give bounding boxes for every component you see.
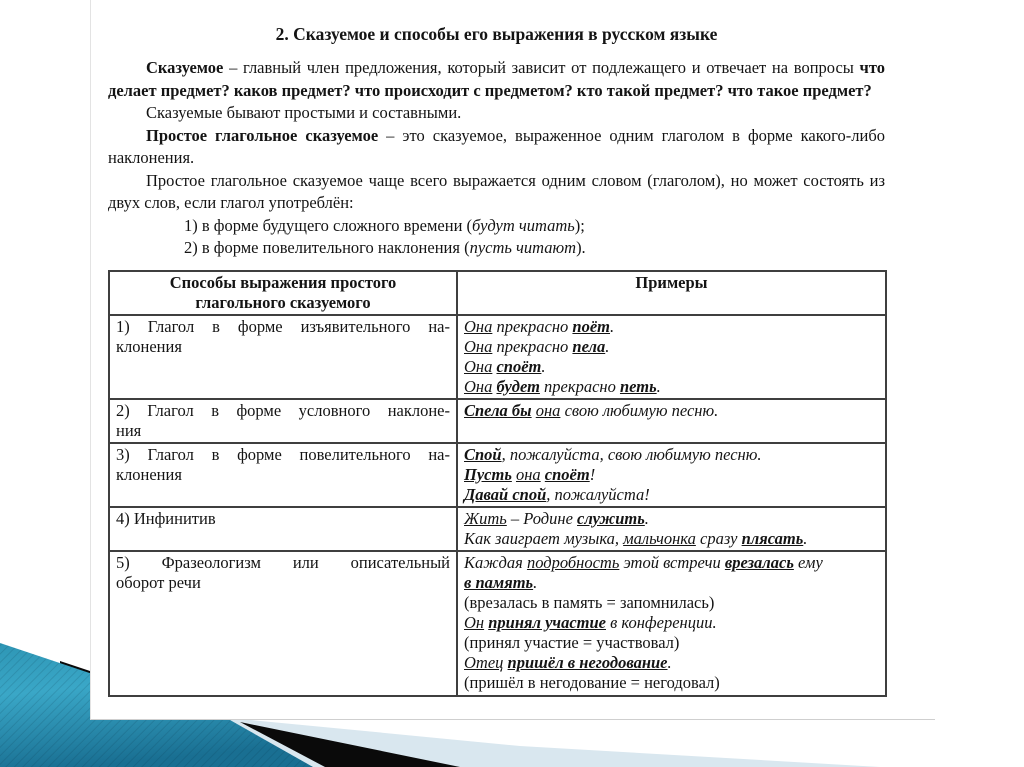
text-segment: прекрасно xyxy=(492,336,573,356)
method-cell xyxy=(109,399,457,443)
text-segment: , пожалуйста, свою любимую песню. xyxy=(501,444,762,464)
examples-cell xyxy=(457,399,886,443)
method-line: клонения xyxy=(116,336,182,356)
table-header-row xyxy=(109,271,886,315)
text-segment: Давай спой xyxy=(464,484,547,504)
table-row xyxy=(109,551,886,696)
text-segment: . xyxy=(610,316,615,336)
example-line xyxy=(464,401,879,421)
text-segment: Она xyxy=(464,316,493,336)
example-line xyxy=(464,485,879,505)
text-segment: прекрасно xyxy=(539,376,620,396)
text-segment: Отец xyxy=(464,652,504,672)
text-segment: . xyxy=(533,572,538,592)
text-segment: Сказуемые бывают простыми и составными. xyxy=(146,103,462,122)
method-cell xyxy=(109,551,457,696)
text-segment: Каждая xyxy=(464,552,527,572)
text-segment: мальчонка xyxy=(623,528,696,548)
text-segment: врезалась xyxy=(724,552,794,572)
example-line xyxy=(464,377,879,397)
method-line: 3) Глагол в форме повелительного на- xyxy=(116,444,450,464)
examples-cell xyxy=(457,551,886,696)
text-segment: Пусть xyxy=(464,464,512,484)
text-segment: . xyxy=(605,336,610,356)
text-segment: . xyxy=(803,528,808,548)
text-segment: ); xyxy=(574,215,585,235)
text-segment: – это сказуемое, выраженное одним глаголом в форме какого-либо наклонения. xyxy=(108,125,885,167)
text-segment: споёт xyxy=(496,356,542,376)
example-line xyxy=(464,465,879,485)
text-segment: подробность xyxy=(526,552,620,572)
text-segment: . xyxy=(541,356,546,376)
text-segment: ! xyxy=(589,464,596,484)
text-segment: принял участие xyxy=(488,612,606,632)
example-line xyxy=(464,317,879,337)
text-segment: ему xyxy=(793,552,823,572)
example-line xyxy=(464,673,879,693)
text-segment: . xyxy=(667,652,672,672)
text-segment: – главный член предложения, который зависит от подлежащего и отвечает на вопросы xyxy=(223,58,860,77)
text-segment: прекрасно xyxy=(492,316,573,336)
example-line xyxy=(464,613,879,633)
method-cell xyxy=(109,443,457,507)
text-segment: этой встречи xyxy=(619,552,725,572)
method-cell xyxy=(109,315,457,399)
text-segment: (принял участие = участвовал) xyxy=(464,632,680,652)
text-segment: в конференции. xyxy=(605,612,717,632)
method-line: 5) Фразеологизм или описательный xyxy=(116,552,450,572)
method-line: оборот речи xyxy=(116,572,201,592)
text-segment: плясать xyxy=(741,528,804,548)
text-segment: она xyxy=(515,464,541,484)
table-row xyxy=(109,399,886,443)
text-segment: (врезалась в память = запомнилась) xyxy=(464,592,715,612)
example-line xyxy=(464,337,879,357)
text-segment: Она xyxy=(464,376,493,396)
example-line xyxy=(464,593,879,613)
text-segment: Спела бы xyxy=(464,400,532,420)
text-segment: служить xyxy=(577,508,645,528)
example-line xyxy=(464,553,879,573)
method-line: 1) Глагол в форме изъявительного на- xyxy=(116,316,450,336)
text-segment: будут читать xyxy=(472,215,575,235)
method-line: клонения xyxy=(116,464,182,484)
text-segment: ). xyxy=(576,238,586,257)
paragraph xyxy=(108,102,885,125)
text-segment: пришёл в негодование xyxy=(507,652,668,672)
method-line: 4) Инфинитив xyxy=(116,508,216,528)
example-line xyxy=(464,653,879,673)
method-cell xyxy=(109,507,457,551)
text-segment: 2) в форме повелительного наклонения ( xyxy=(184,238,470,257)
example-line xyxy=(464,573,879,593)
paragraph xyxy=(108,57,885,102)
examples-cell xyxy=(457,507,886,551)
example-line xyxy=(464,445,879,465)
text-segment: Простое глагольное сказуемое xyxy=(146,125,379,145)
text-segment: поёт xyxy=(572,316,611,336)
text-segment: будет xyxy=(496,376,540,396)
text-segment: . xyxy=(644,508,649,528)
examples-cell xyxy=(457,315,886,399)
text-segment: Она xyxy=(464,336,493,356)
table-header-line: глагольного сказуемого xyxy=(195,292,371,312)
table-row xyxy=(109,443,886,507)
text-segment: – Родине xyxy=(506,508,578,528)
list-item xyxy=(184,237,885,260)
text-segment: Как заиграет музыка, xyxy=(464,528,624,548)
text-segment: в память xyxy=(464,572,534,592)
text-segment: споёт xyxy=(544,464,590,484)
example-line xyxy=(464,529,879,549)
text-segment: Жить xyxy=(464,508,507,528)
text-segment: . xyxy=(656,376,661,396)
list-item xyxy=(184,215,885,238)
table-header-line: Способы выражения простого xyxy=(169,272,397,292)
text-segment: пусть читают xyxy=(469,238,577,257)
text-segment: что делает предмет? каков предмет? что происходит с предметом? кто такой предмет? что такое предмет? xyxy=(108,58,885,100)
table-row xyxy=(109,315,886,399)
paragraph xyxy=(108,125,885,170)
document-page xyxy=(90,0,935,720)
method-line: ния xyxy=(116,420,142,440)
text-segment: Спой xyxy=(464,444,502,464)
predicate-table xyxy=(108,270,887,697)
example-line xyxy=(464,633,879,653)
text-segment: петь xyxy=(619,376,657,396)
paragraph xyxy=(108,170,885,215)
text-segment: сразу xyxy=(695,528,742,548)
document-paragraphs xyxy=(108,57,885,260)
table-row xyxy=(109,507,886,551)
text-segment: 1) в форме будущего сложного времени ( xyxy=(184,215,473,235)
text-segment: Она xyxy=(464,356,493,376)
table-header-methods xyxy=(109,271,457,315)
text-segment: Простое глагольное сказуемое чаще всего выражается одним словом (глаголом), но может состоять из двух слов, если глагол употреблён: xyxy=(108,170,885,212)
example-line xyxy=(464,357,879,377)
examples-cell xyxy=(457,443,886,507)
text-segment: она xyxy=(535,400,561,420)
text-segment: свою любимую песню. xyxy=(560,400,719,420)
text-segment: Он xyxy=(464,612,485,632)
example-line xyxy=(464,509,879,529)
text-segment: Сказуемое xyxy=(146,58,224,77)
text-segment: пела xyxy=(572,336,606,356)
table-header-examples: Примеры xyxy=(457,271,886,315)
text-segment: , пожалуйста! xyxy=(546,484,650,504)
text-segment: (пришёл в негодование = негодовал) xyxy=(464,672,720,692)
document-title: 2. Сказуемое и способы его выражения в русском языке xyxy=(275,24,718,44)
method-line: 2) Глагол в форме условного наклоне- xyxy=(116,400,450,420)
